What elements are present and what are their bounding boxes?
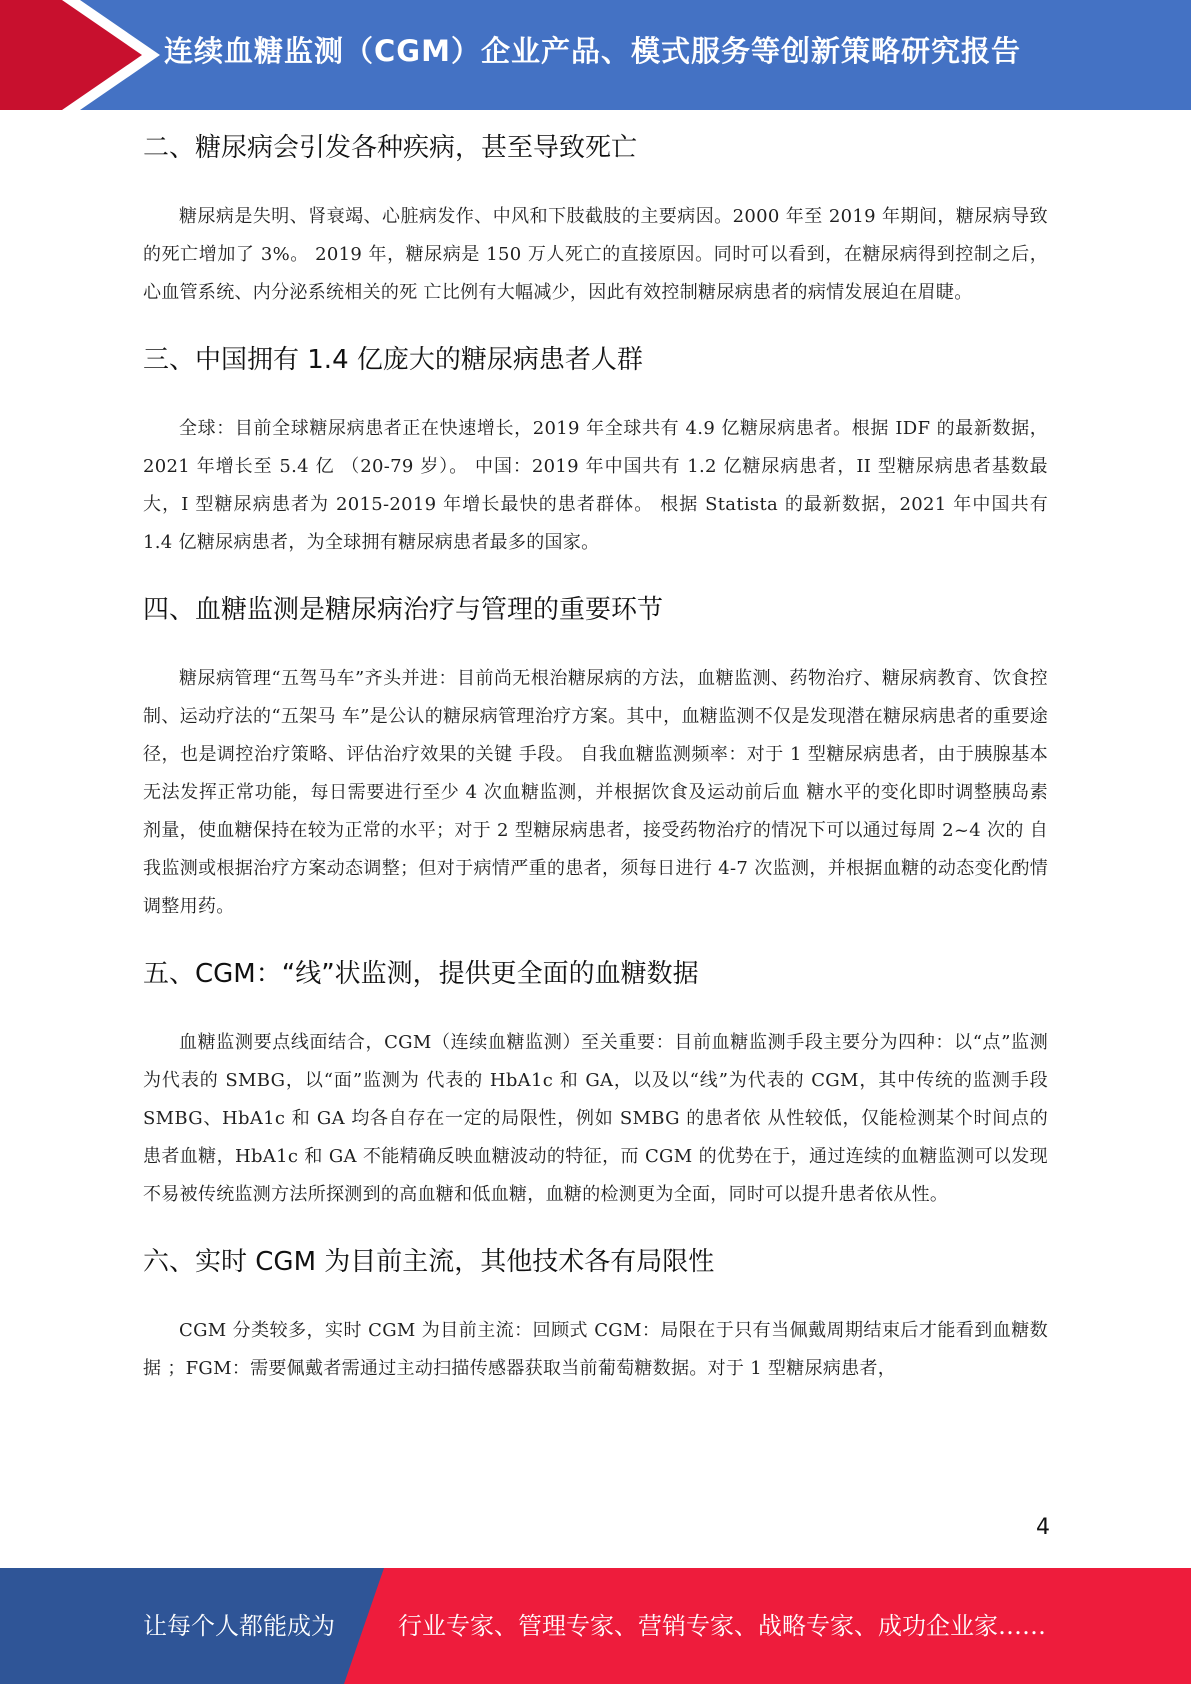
page-header	[0, 0, 1191, 110]
section-heading: 三、中国拥有 1.4 亿庞大的糖尿病患者人群	[143, 345, 643, 375]
page-number: 4	[1036, 1515, 1050, 1540]
section-heading: 六、实时 CGM 为目前主流，其他技术各有局限性	[143, 1247, 715, 1277]
section-heading: 五、CGM：“线”状监测，提供更全面的血糖数据	[143, 959, 699, 989]
paragraph: 全球：目前全球糖尿病患者正在快速增长，2019 年全球共有 4.9 亿糖尿病患者。根据 IDF 的最新数据，2021 年增长至 5.4 亿 （20-79 岁）。 中国：2019 年中国共有 1.2 亿糖尿病患者，II 型糖尿病患者基数最大，I 型糖尿病患者为 2015-2019 年增长最快的患者群体。 根据 Statista 的最新数据，2021 年中国共有 1.4 亿糖尿病患者，为全球拥有糖尿病患者最多的国家。	[143, 418, 1048, 553]
paragraph: 糖尿病是失明、肾衰竭、心脏病发作、中风和下肢截肢的主要病因。2000 年至 2019 年期间，糖尿病导致的死亡增加了 3%。 2019 年，糖尿病是 150 万人死亡的直接原因。同时可以看到，在糖尿病得到控制之后，心血管系统、内分泌系统相关的死 亡比例有大幅减少，因此有效控制糖尿病患者的病情发展迫在眉睫。	[143, 206, 1048, 303]
footer-slogan-right: 行业专家、管理专家、营销专家、战略专家、成功企业家……	[398, 1612, 1046, 1640]
red-chevron-graphic	[0, 0, 160, 110]
section-heading: 四、血糖监测是糖尿病治疗与管理的重要环节	[143, 595, 664, 625]
paragraph: CGM 分类较多，实时 CGM 为目前主流：回顾式 CGM：局限在于只有当佩戴周期结束后才能看到血糖数据 ；FGM：需要佩戴者需通过主动扫描传感器获取当前葡萄糖数据。对于 1 型糖尿病患者，	[143, 1320, 1048, 1379]
section-6	[143, 1242, 1048, 1388]
section-3	[143, 340, 1048, 562]
paragraph: 血糖监测要点线面结合，CGM（连续血糖监测）至关重要：目前血糖监测手段主要分为四种：以“点”监测为代表的 SMBG，以“面”监测为 代表的 HbA1c 和 GA，以及以“线”为代表的 CGM，其中传统的监测手段 SMBG、HbA1c 和 GA 均各自存在一定的局限性，例如 SMBG 的患者依 从性较低，仅能检测某个时间点的患者血糖，HbA1c 和 GA 不能精确反映血糖波动的特征，而 CGM 的优势在于，通过连续的血糖监测可以发现 不易被传统监测方法所探测到的高血糖和低血糖，血糖的检测更为全面，同时可以提升患者依从性。	[143, 1032, 1048, 1205]
report-title: 连续血糖监测（CGM）企业产品、模式服务等创新策略研究报告	[164, 34, 1021, 68]
page-footer	[0, 1568, 1191, 1684]
paragraph: 糖尿病管理“五驾马车”齐头并进：目前尚无根治糖尿病的方法，血糖监测、药物治疗、糖尿病教育、饮食控制、运动疗法的“五架马 车”是公认的糖尿病管理治疗方案。其中，血糖监测不仅是发现潜在糖尿病患者的重要途径，也是调控治疗策略、评估治疗效果的关键 手段。 自我血糖监测频率：对于 1 型糖尿病患者，由于胰腺基本无法发挥正常功能，每日需要进行至少 4 次血糖监测，并根据饮食及运动前后血 糖水平的变化即时调整胰岛素剂量，使血糖保持在较为正常的水平；对于 2 型糖尿病患者，接受药物治疗的情况下可以通过每周 2~4 次的 自我监测或根据治疗方案动态调整；但对于病情严重的患者，须每日进行 4-7 次监测，并根据血糖的动态变化酌情调整用药。	[143, 668, 1048, 917]
section-4	[143, 590, 1048, 926]
section-5	[143, 954, 1048, 1214]
document-body	[143, 128, 1048, 1388]
footer-slogan-left: 让每个人都能成为	[143, 1612, 335, 1640]
section-heading: 二、糖尿病会引发各种疾病，甚至导致死亡	[143, 133, 638, 163]
section-2	[143, 128, 1048, 312]
